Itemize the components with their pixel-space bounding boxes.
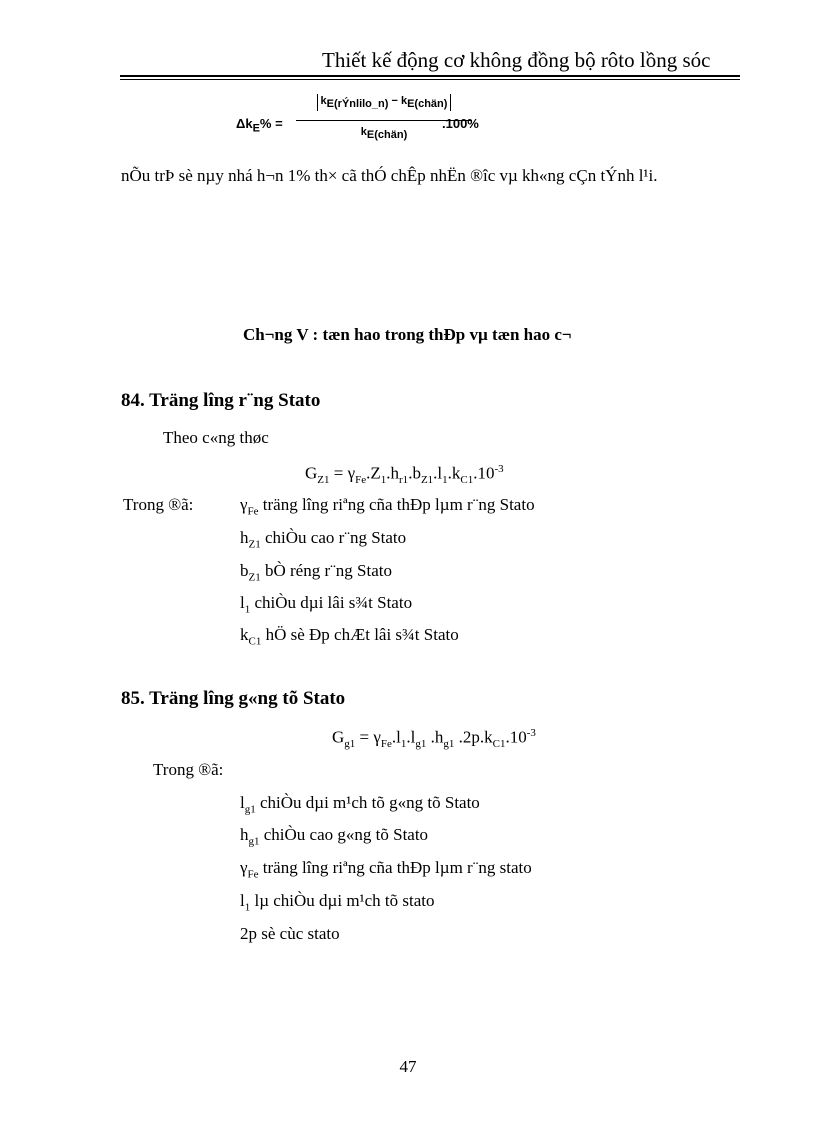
chapter-title: Ch¬ng V : tæn hao trong thÐp vµ tæn hao c¬ xyxy=(243,325,572,344)
definition-item: $l_1$ lµ chiÒu dµi m¹ch tõ stato xyxy=(240,891,435,914)
formula-multiplier: .100% xyxy=(442,116,479,131)
formula-lhs: $\Delta k_E\%$ = xyxy=(236,116,283,135)
definition-item: $b_{Z1}$ bÒ réng r¨ng Stato xyxy=(240,561,392,584)
formula-denominator: $k_{E(chän)}$ xyxy=(360,126,408,142)
definition-item: $k_{C1}$ hÖ sè Ðp chÆt lâi s¾t Stato xyxy=(240,625,459,648)
definition-item: $\gamma_{Fe}$ träng lîng riªng cña thÐp lµm r¨ng stato xyxy=(240,858,532,881)
error-percent-formula xyxy=(236,94,496,150)
section-84-heading: 84. Träng lîng r¨ng Stato xyxy=(121,390,321,411)
definition-item: $h_{g1}$ chiÒu cao g«ng tõ Stato xyxy=(240,825,429,848)
running-header-title: Thiết kế động cơ không đồng bộ rôto lồng sóc xyxy=(322,48,711,72)
definition-item: $l_{g1}$ chiÒu dµi m¹ch tõ g«ng tõ Stato xyxy=(240,793,480,816)
definition-item: $h_{Z1}$ chiÒu cao r¨ng Stato xyxy=(240,528,407,551)
section-84-intro: Theo c«ng thøc xyxy=(163,428,269,447)
page-number: 47 xyxy=(399,1057,417,1076)
definition-item: $\gamma_{Fe}$ träng lîng riªng cña thÐp lµm r¨ng Stato xyxy=(240,495,535,518)
section-84-where-label: Trong ®ã: xyxy=(123,495,194,514)
formula-numerator: $k_{E(rÝnlilo\_n)} - k_{E(chän)}$ xyxy=(296,94,472,111)
section-85-formula: $G_{g1} = \gamma_{Fe}.l_1.l_{g1}$ $.h_{g1}$ $.2p.k_{C1}.10^{-3}$ xyxy=(332,727,536,751)
note-paragraph: nÕu trÞ sè nµy nhá h¬n 1% th× cã thÓ chÊp nhËn ®îc vµ kh«ng cÇn tÝnh l¹i. xyxy=(121,166,658,185)
section-85-where-label: Trong ®ã: xyxy=(153,760,224,779)
header-rule-thick xyxy=(120,75,740,77)
section-85-heading: 85. Träng lîng g«ng tõ Stato xyxy=(121,688,346,709)
header-rule-thin xyxy=(120,79,740,80)
definition-item: $l_1$ chiÒu dµi lâi s¾t Stato xyxy=(240,593,413,616)
definition-item: 2p sè cùc stato xyxy=(240,924,340,943)
section-84-formula: $G_{Z1} = \gamma_{Fe}.Z_1.h_{r1}.b_{Z1}.l_1.k_{C1}.10^{-3}$ xyxy=(305,463,504,487)
